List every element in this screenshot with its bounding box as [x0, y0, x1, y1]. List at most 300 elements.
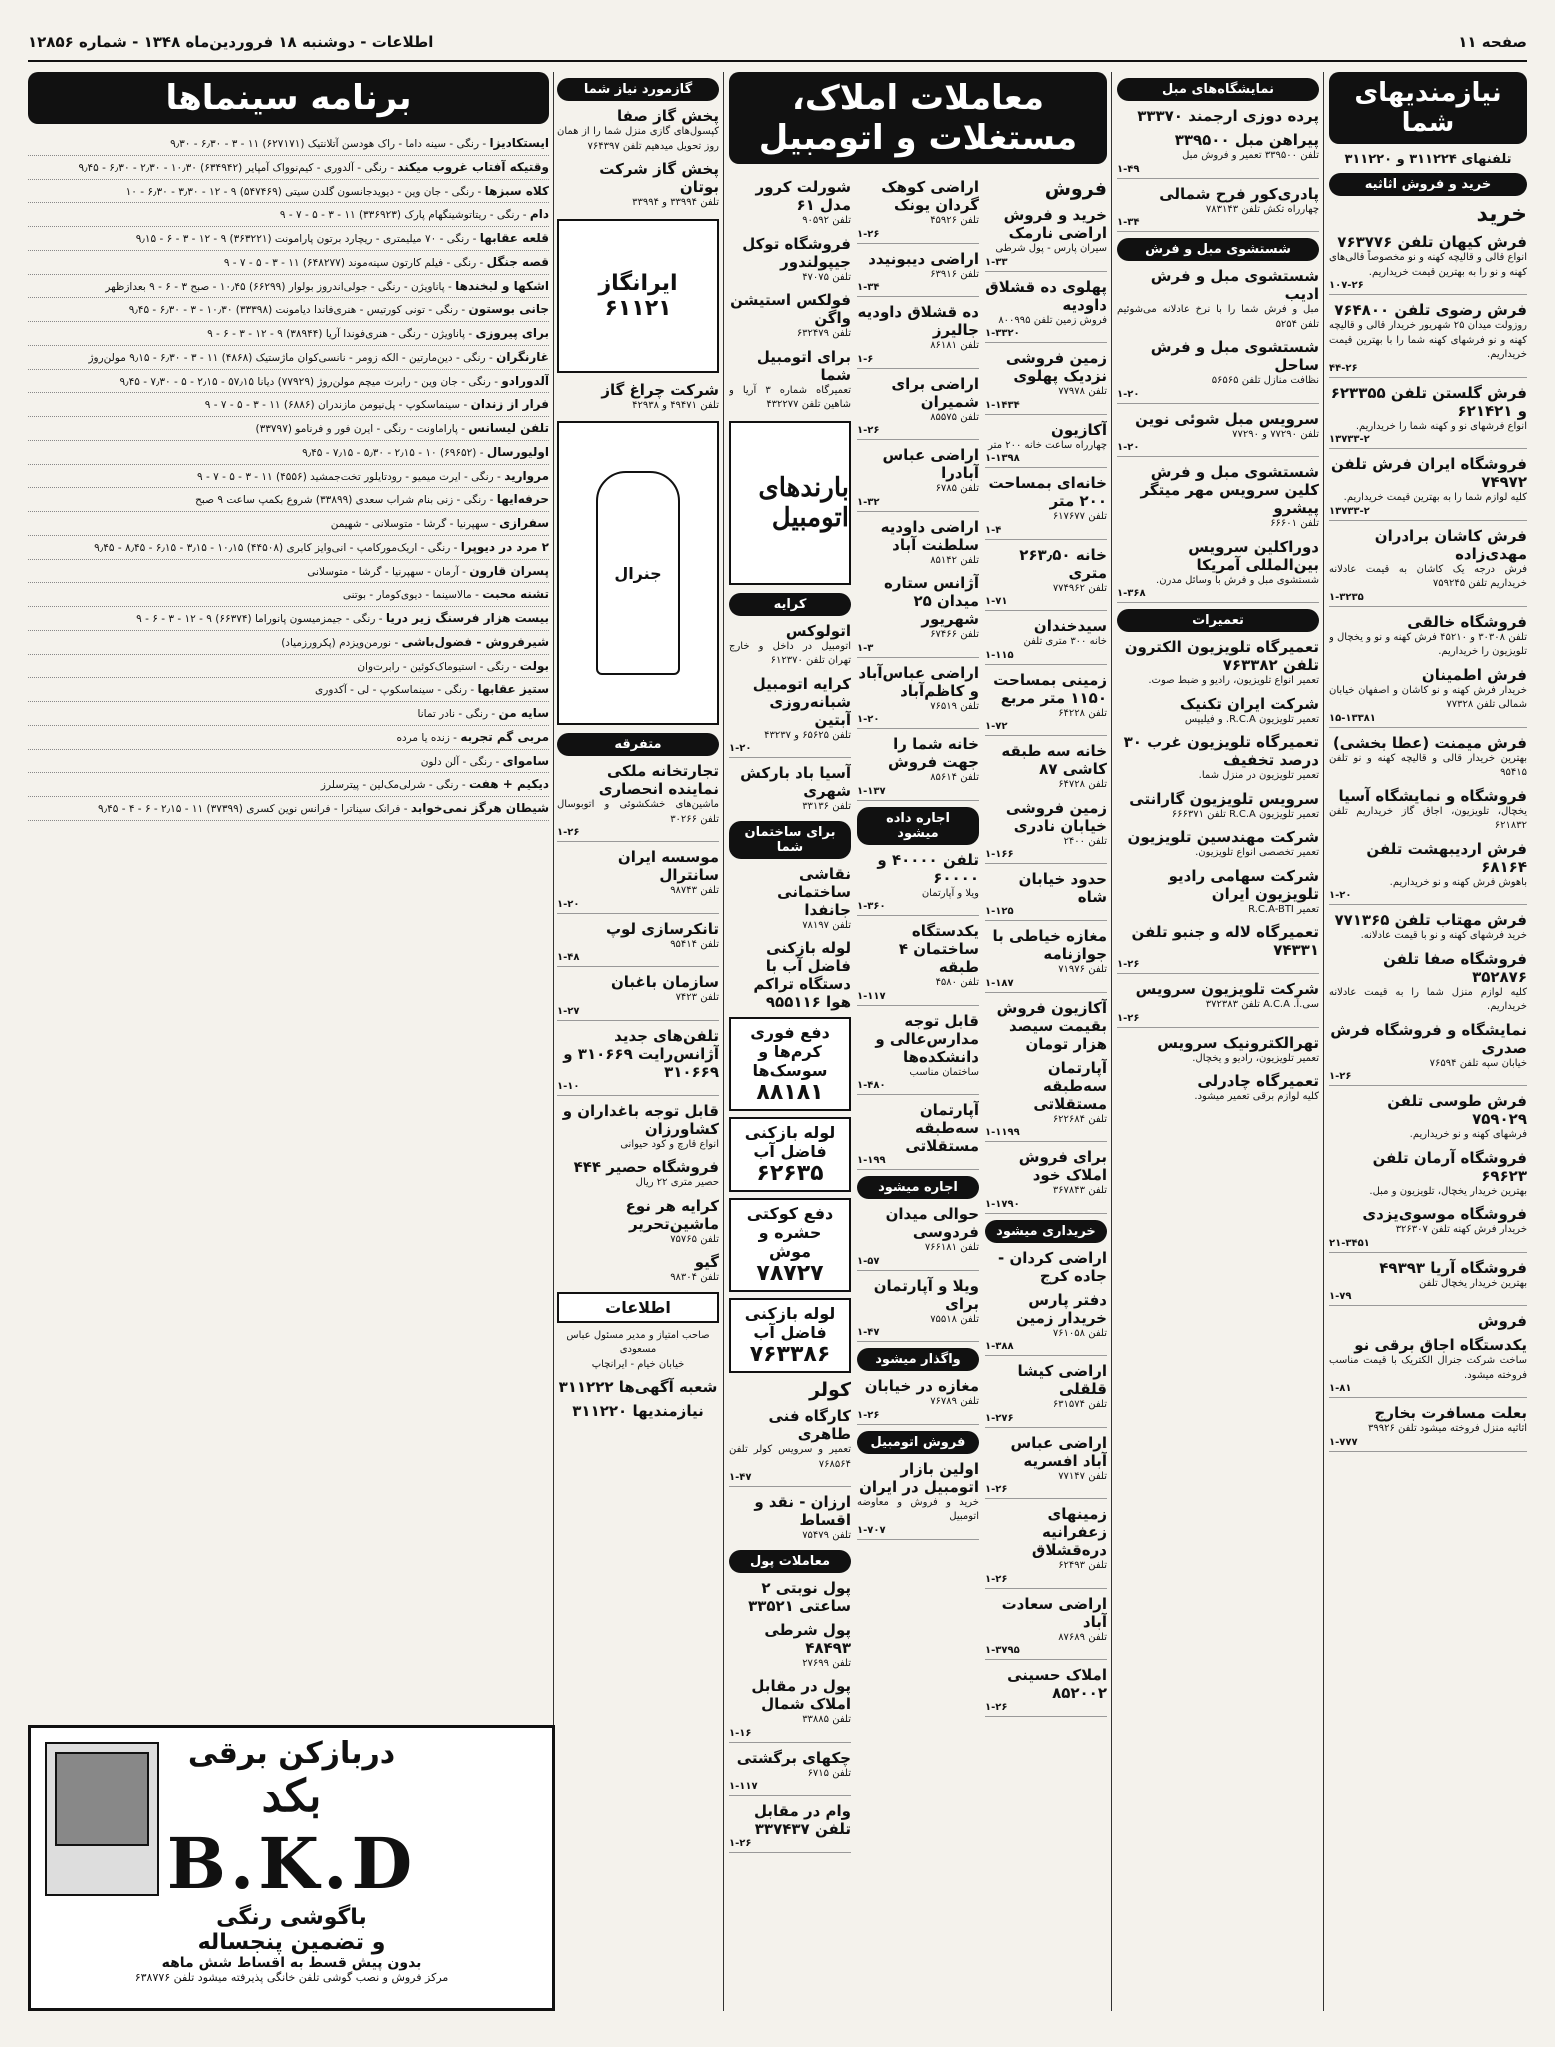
- classified-ad: [857, 250, 979, 298]
- ad-title: قابل توجه باغداران و کشاورزان: [562, 1101, 719, 1138]
- classified-ad: [1329, 613, 1527, 660]
- ad-body: تلفن ۹۸۷۴۳: [670, 885, 719, 896]
- ad-title: پرده دوزی ارجمند ۳۳۳۷۰: [1137, 107, 1319, 125]
- ad-title: زمین فروشی نزدیک پهلوی: [1005, 349, 1107, 385]
- cinema-listing: ۲ مرد در دیوپرا - رنگی - اریک‌مورکامپ - انی‌وایز کابری (۴۴۵۰۸) ۱۰٫۱۵ - ۳٫۱۵ - ۶٫۱۵ - ۸٫۴۵ - ۹٫۴۵: [28, 536, 549, 560]
- film-details: رنگی - نادر تمانا: [417, 708, 489, 720]
- ad-code: ۱-۴۹: [1117, 164, 1319, 179]
- ad-list: [729, 178, 851, 413]
- ad-title: وام در مقابل تلفن ۳۳۷۴۳۷: [754, 1802, 851, 1838]
- ad-code: ۱-۱۰: [557, 1081, 719, 1096]
- film-title: مربی گم تجربه: [460, 729, 549, 744]
- film-details: رنگی - شرلی‌مک‌لین - پیترسلرز: [320, 779, 459, 792]
- classified-ad: [557, 1027, 719, 1096]
- ad-list: [729, 1579, 851, 1854]
- ad-code: ۱-۳: [857, 643, 979, 658]
- classified-ad: [1117, 980, 1319, 1028]
- ad-body: فرشهای کهنه و نو خریداریم.: [1409, 1129, 1527, 1140]
- ad-title: فروشگاه آرمان تلفن ۶۹۶۲۳: [1372, 1148, 1527, 1185]
- classified-ad: [557, 1158, 719, 1191]
- film-details: رنگی - سینه داما - راک هودسن آتلانتیک (۶۲۷۱۷۱) ۱۱ - ۳ - ۶٫۳۰ - ۹٫۳۰: [170, 138, 480, 150]
- ad-body: ساخت شرکت جنرال الکتریک با قیمت مناسب فروخته میشود.: [1329, 1355, 1527, 1381]
- classified-ad: [1329, 527, 1527, 607]
- ad-title: مغازه در خیابان: [864, 1377, 979, 1395]
- ad-code: ۱-۲۰: [1329, 890, 1527, 905]
- ad-title: تعمیرگاه تلویزیون الکترون تلفن ۷۶۳۳۸۲: [1124, 638, 1319, 674]
- ad-body: تلفن ۷۷۹۷۸: [1058, 386, 1107, 397]
- classified-ad: [1117, 1034, 1319, 1067]
- film-title: سایه من: [498, 706, 549, 720]
- classified-ad: [985, 999, 1107, 1053]
- ad-body: تعمیر انواع تلویزیون، رادیو و ضبط صوت.: [1148, 675, 1319, 686]
- classified-ad: [1117, 185, 1319, 233]
- ad-body: انواع قالی و قالیچه کهنه و نو مخصوصاً قالی‌های کهنه و نو را به بهترین قیمت خریداریم.: [1329, 252, 1527, 278]
- ad-body: تلفن ۶۲۴۹۳: [1058, 1560, 1107, 1571]
- ad-title: پیراهن مبل ۳۳۹۵۰۰: [1174, 131, 1319, 149]
- ad-body: تلفن ۶۳۲۴۷۹: [796, 328, 851, 339]
- ad-body: تلفن ۸۶۱۸۱: [930, 340, 979, 351]
- section-title: فروش: [1044, 178, 1107, 200]
- film-details: پاراماونت - رنگی - ایرن فور و فرنامو (۳۳۷۹۷): [255, 423, 458, 435]
- ad-code: ۱-۱۸۷: [985, 978, 1107, 993]
- classified-ad: [985, 546, 1107, 612]
- classified-ad: [985, 617, 1107, 665]
- ad-body: تلفن ۶۷۱۵: [807, 1767, 851, 1779]
- classified-ad: [729, 1749, 851, 1797]
- ad-body: خرید و فروش و معاوضه اتومبیل: [857, 1496, 979, 1522]
- ad-code: ۱-۴۸: [557, 952, 719, 967]
- film-details: رنگی - ایرت میمیو - رودتایلور تخت‌جمشید (۴۵۵۶) ۱۱ - ۳ - ۵ - ۷ - ۹: [196, 470, 494, 483]
- ad-title: فروشگاه موسوی‌یزدی: [1362, 1205, 1527, 1223]
- ad-code: ۱-۳۶۰: [857, 901, 979, 916]
- page-number: صفحه ۱۱: [1458, 33, 1527, 51]
- ad-code: ۱-۲۷: [557, 1006, 719, 1021]
- ad-title: فرش کیهان تلفن ۷۶۳۷۷۶: [1337, 233, 1527, 251]
- ad-body: تلفن ۷۶۱۰۵۸: [1052, 1327, 1107, 1339]
- ad-headline: ایرانگاز: [598, 270, 678, 296]
- ad-code: ۱-۲۶: [1117, 1013, 1319, 1028]
- classified-ad: [729, 1802, 851, 1853]
- ad-title: حدود خیابان شاه: [1018, 870, 1107, 906]
- ad-feature: باگوشی رنگی: [216, 1905, 367, 1930]
- classified-ad: [985, 1362, 1107, 1428]
- ad-body: خرید فرشهای کهنه و نو با قیمت عادلانه.: [1360, 930, 1527, 941]
- ad-title: نقاشی ساختمانی جانفدا: [777, 864, 851, 919]
- classifieds-column-2: [1117, 72, 1319, 2011]
- ad-title: برای فروش املاک خود: [1018, 1148, 1107, 1184]
- ad-title: شورلت کرور مدل ۶۱: [755, 178, 851, 214]
- ad-title: فروشگاه آریا ۴۹۳۹۳: [1379, 1258, 1527, 1277]
- ad-code: ۱۰۷-۲۶: [1329, 280, 1527, 295]
- ad-code: ۱-۱۶۶: [985, 849, 1107, 864]
- ad-title: آپارتمان سه‌طبقه مستقلاتی: [905, 1101, 979, 1155]
- ad-title: موسسه ایران سانترال: [617, 848, 719, 884]
- classified-ad: [729, 1407, 851, 1487]
- ad-body: تلفن ۸۵۵۷۵: [930, 411, 979, 423]
- film-title: ۲ مرد در دیوپرا: [460, 539, 549, 554]
- ad-title: املاک حسینی ۸۵۲۰۰۲: [1007, 1666, 1107, 1702]
- section-title: خرید: [1476, 202, 1527, 227]
- ad-title: نمایشگاه و فروشگاه فرش صدری: [1330, 1020, 1527, 1057]
- ad-title: فرش گلستن تلفن ۶۲۳۳۵۵ و ۶۲۱۴۲۱: [1330, 383, 1527, 420]
- ad-body: ویلا و آپارتمان: [921, 887, 979, 899]
- ad-body: تلفن ۶۳۹۱۶: [930, 268, 979, 280]
- ad-title: پول نوبتی ۲ ساعتی ۳۳۵۲۱: [748, 1578, 851, 1615]
- ad-list: [857, 1460, 979, 1540]
- cinema-listing: آلدورادو - رنگی - جان وین - رابرت میچم مولن‌روژ (۷۷۹۲۹) دیانا ۵۷٫۱۵ - ۲٫۱۵ - ۵ - ۷٫۳۰ - ۹٫۴۵: [28, 370, 549, 394]
- ad-title: فروشگاه حصیر ۴۴۴: [573, 1158, 719, 1176]
- ad-body: تلفن ۷۶۶۱۸۱: [924, 1242, 979, 1253]
- ad-body: تلفن ۳۰۳۰۸ و ۴۵۲۱۰ فرش کهنه و نو و یخچال و تلویزیون را خریداریم.: [1329, 631, 1527, 657]
- film-title: فرار از زندان: [470, 397, 549, 412]
- ad-title: کرایه هر نوع ماشین‌تحریر: [625, 1196, 719, 1233]
- classified-ad: [557, 160, 719, 211]
- ad-title: گیو: [694, 1253, 719, 1271]
- publisher-credit: صاحب امتیاز و مدیر مسئول عباس مسعودی: [566, 1329, 710, 1355]
- classified-ad: [1117, 410, 1319, 458]
- ad-title: خرید و فروش اراضی نارمک: [1003, 206, 1107, 242]
- classified-ad: [857, 1377, 979, 1425]
- classified-ad: [1329, 455, 1527, 521]
- page-header: [28, 28, 1527, 62]
- pest-control-ad-2: [729, 1198, 851, 1292]
- ad-body: تلفن ۳۶۷۸۴۳: [1052, 1185, 1107, 1196]
- ad-code: ۱-۷۱: [985, 596, 1107, 611]
- ad-title: تلفن ۴۰۰۰۰ و ۶۰۰۰۰: [877, 850, 979, 887]
- ad-body: تلفن ۷۶۵۱۹: [930, 700, 979, 712]
- classified-ad: [729, 675, 851, 759]
- ad-code: ۱-۲۶: [857, 229, 979, 244]
- cinema-listing: اولیورسال - (۶۹۶۵۲) ۱۰ - ۲٫۱۵ - ۵٫۳۰ - ۷٫۱۵ - ۹٫۴۵: [28, 441, 549, 465]
- classified-ad: [1329, 666, 1527, 728]
- ad-body: تلفن ۶۵۶۲۵ و ۴۳۲۳۷: [764, 729, 851, 741]
- ad-title: یکدستگاه اجاق برقی نو: [1354, 1336, 1527, 1354]
- section-header: فروش اتومبیل: [857, 1431, 979, 1454]
- classified-ad: [857, 1277, 979, 1343]
- ad-headline: جنرال: [614, 563, 662, 583]
- classified-ad: [557, 920, 719, 968]
- cinema-listing: مربی گم تجربه - زنده یا مرده: [28, 726, 549, 750]
- classified-ad: [985, 742, 1107, 793]
- classified-ad: [985, 421, 1107, 469]
- ad-body: چهارراه ساعت خانه ۲۰۰ متر: [988, 439, 1107, 451]
- ad-code: ۱-۲۶: [729, 1838, 851, 1853]
- film-title: برای پیروزی: [475, 326, 549, 340]
- classified-ad: [985, 1666, 1107, 1717]
- ad-title: شستشوی مبل و فرش کلین سرویس مهر میتگر پیشرو: [1140, 463, 1319, 517]
- cinema-listing: قصه جنگل - رنگی - فیلم کارتون سینه‌موند (۶۴۸۲۷۷) ۱۱ - ۳ - ۵ - ۷ - ۹: [28, 251, 549, 275]
- ad-title: سازمان باغبان: [610, 973, 719, 991]
- real-estate-subcol-middle: [857, 172, 979, 2011]
- ad-body: تلفن ۹۰۵۹۲: [802, 215, 851, 226]
- classifieds-phone: نیازمندیها ۳۱۱۲۲۰: [572, 1402, 704, 1420]
- classified-ad: [985, 1148, 1107, 1214]
- cinema-listing: پسران قارون - آرمان - سهپرنیا - گرشا - متوسلانی: [28, 560, 549, 584]
- film-title: جانی بوستون: [468, 302, 549, 317]
- ad-title: تعمیرگاه لاله و جنبو تلفن ۷۴۳۳۱: [1131, 923, 1319, 959]
- ad-body: سیران پارس - پول شرطی: [995, 243, 1107, 254]
- ad-body: تلفن ۹۵۴۱۴: [670, 938, 719, 950]
- ad-body: سی.آ. A.C.A تلفن ۳۷۲۳۸۳: [1205, 999, 1319, 1010]
- classified-ad: [729, 1677, 851, 1743]
- ad-title: زمین فروشی خیابان نادری: [1005, 798, 1107, 835]
- ad-body: انواع قارچ و کود حیوانی: [620, 1138, 719, 1150]
- ad-title: تانکرسازی لوپ: [605, 919, 719, 938]
- ad-title: دوراکلین سرویس بین‌المللی آمریکا: [1188, 537, 1319, 574]
- film-title: شیرفروش - فضول‌باشی: [401, 634, 549, 649]
- ad-body: خانه ۳۰۰ متری تلفن: [1023, 636, 1107, 647]
- ad-list: [985, 1249, 1107, 1718]
- classified-ad: [557, 1102, 719, 1153]
- ad-title: تهرالکترونیک سرویس: [1157, 1033, 1319, 1052]
- ad-title: خانه سه طبقه کاشی ۸۷: [1001, 742, 1107, 778]
- ad-code: ۱۳۷۳۳-۲: [1329, 434, 1527, 449]
- ad-body: فرش درجه یک کاشان به قیمت عادلانه خریداریم تلفن ۷۵۹۲۴۵: [1329, 563, 1527, 589]
- ad-headline: لوله بازکنی فاضل آب: [744, 1123, 836, 1161]
- ad-body: تعمیر تلویزیون R.C.A تلفن ۶۶۶۳۷۱: [1171, 808, 1319, 820]
- ad-body: تلفن ۷۶۷۸۹: [930, 1396, 979, 1407]
- ad-code: ۱-۲۶: [985, 1702, 1107, 1717]
- ad-title: فروشگاه ایران فرش تلفن ۷۴۹۷۲: [1330, 455, 1527, 491]
- ad-body: باهوش فرش کهنه و نو خریداریم.: [1389, 876, 1527, 888]
- ad-body: اثاثیه منزل فروخته میشود تلفن ۳۹۹۲۶: [1367, 1423, 1527, 1434]
- cinema-listing: برای پیروزی - پاناویژن - رنگی - هنری‌فوندا آریا (۳۸۹۴۴) ۹ - ۱۲ - ۳ - ۶ - ۹: [28, 322, 549, 346]
- classified-ad: [1329, 1259, 1527, 1307]
- ad-code: ۱-۱۳۹۸: [985, 453, 1107, 468]
- ad-body: تلفن ۳۳۹۹۴ و ۳۳۹۹۴: [632, 197, 719, 208]
- film-title: تلفن لیسانس: [468, 421, 549, 435]
- classified-ad: [1329, 1312, 1527, 1330]
- ad-title: لوله بازکنی فاضل آب با دستگاه تراکم هوا ۹۵۵۱۱۶: [753, 939, 851, 1011]
- film-details: رنگی - استیوماک‌کوئین - رابرت‌وان: [357, 660, 510, 673]
- ad-warranty: و تضمین پنجساله: [197, 1930, 386, 1955]
- ad-body: ساختمان مناسب: [909, 1066, 979, 1078]
- classified-ad: [1329, 233, 1527, 295]
- ad-title: پادری‌کور فرح شمالی: [1159, 184, 1319, 203]
- classifieds-column-1: [1329, 72, 1527, 2011]
- gas-can-icon: [596, 471, 680, 675]
- ad-body: تلفن ۹۸۳۰۴: [670, 1272, 719, 1283]
- ad-body: تلفن ۶۴۷۲۸: [1058, 779, 1107, 790]
- classified-ad: [729, 291, 851, 342]
- ad-title: شرکت ایران تکنیک: [1179, 694, 1319, 713]
- classified-ad: [557, 1197, 719, 1248]
- ad-body: تلفن ۷۱۹۷۶: [1058, 964, 1107, 975]
- section-header: تعمیرات: [1117, 609, 1319, 632]
- classified-ad: [1117, 638, 1319, 689]
- section-header: خرید و فروش اثاثیه: [1329, 173, 1527, 196]
- ad-title: فروشگاه خالقی: [1407, 612, 1527, 631]
- cinema-listing: غارنگران - رنگی - دین‌مارتین - الکه زومر - نانسی‌کوان ماژستیک (۴۸۶۸) ۱۱ - ۳ - ۶٫۳۰ - ۹٫۱۵ مولن‌روژ: [28, 346, 549, 370]
- classified-ad: [1329, 1336, 1527, 1398]
- ad-code: ۱۵-۱۳۳۸۱: [1329, 713, 1527, 728]
- classified-ad: [1117, 338, 1319, 404]
- cinema-listing: ایستکادیزا - رنگی - سینه داما - راک هودسن آتلانتیک (۶۲۷۱۷۱) ۱۱ - ۳ - ۶٫۳۰ - ۹٫۳۰: [28, 132, 549, 156]
- ad-body: نظافت منازل تلفن ۵۶۵۶۵: [1211, 375, 1319, 386]
- classified-ad: [857, 375, 979, 441]
- ad-title: حوالی میدان فردوسی: [885, 1205, 979, 1241]
- phones-line: تلفنهای ۳۱۱۲۲۴ و ۳۱۱۲۲۰: [1344, 152, 1512, 167]
- classified-ad: [857, 922, 979, 1006]
- ad-list: [729, 865, 851, 1012]
- ad-title: اولین بازار اتومبیل در ایران: [859, 1459, 979, 1496]
- ad-phone: ۸۸۱۸۱: [756, 1080, 824, 1105]
- ad-code: ۱-۳۶۸: [1117, 588, 1319, 603]
- classified-ad: [985, 206, 1107, 272]
- ad-code: ۱-۳۸۸: [985, 1341, 1107, 1356]
- ad-code: ۱-۲۰: [1117, 389, 1319, 404]
- ad-code: ۱۳۷۳۳-۲: [1329, 506, 1527, 521]
- film-title: دیکیم + هفت: [468, 777, 549, 792]
- ad-code: ۱-۲۰: [1117, 442, 1319, 457]
- ad-title: قابل توجه مدارس‌عالی و دانشکده‌ها: [875, 1011, 979, 1066]
- classified-ad: [729, 622, 851, 669]
- classified-ad: [729, 865, 851, 934]
- ad-headline: دفع فوری کرم‌ها و سوسک‌ها: [750, 1023, 830, 1080]
- film-title: پسران قارون: [469, 563, 549, 578]
- ad-code: ۱-۱۷۹۰: [985, 1199, 1107, 1214]
- barandaz-auto-ad: [729, 421, 851, 585]
- section-header: اجاره میشود: [857, 1176, 979, 1199]
- ad-title: اراضی کوهک گردان یونک: [881, 178, 979, 214]
- bkd-doorbell-ad: [28, 1725, 555, 2011]
- pipe-cleaning-ad: [729, 1117, 851, 1192]
- film-details: آرمان - سهپرنیا - گرشا - متوسلانی: [307, 565, 459, 578]
- ad-list: [985, 206, 1107, 1214]
- ad-title: فرش مهتاب تلفن ۷۷۱۳۶۵: [1334, 911, 1527, 929]
- section-header: شستشوی مبل و فرش: [1117, 238, 1319, 261]
- ad-code: ۱-۱۹۹: [857, 1155, 979, 1170]
- ad-body: تلفن ۳۳۱۳۶: [802, 801, 851, 812]
- ad-code: ۱-۲۷۶: [985, 1413, 1107, 1428]
- film-title: دام: [529, 207, 549, 222]
- cinema-listing: شیطان هرگز نمی‌خوابد - فرانک سیناترا - فرانس نوین کسری (۳۷۳۹۹) ۱۱ - ۲٫۱۵ - ۶ - ۴ - ۹٫۴۵: [28, 797, 549, 821]
- classified-ad: [1329, 1404, 1527, 1452]
- film-details: پاناویژن - رنگی - هنری‌فوندا آریا (۳۸۹۴۴) ۹ - ۱۲ - ۳ - ۶ - ۹: [207, 328, 466, 340]
- ad-body: تلفن ۶۷۸۵: [935, 483, 979, 494]
- classified-ad: [857, 446, 979, 512]
- cinema-listing: دام - رنگی - ریتاتوشینگهام پارک (۳۳۶۹۲۳) ۱۱ - ۳ - ۵ - ۷ - ۹: [28, 203, 549, 227]
- classified-ad: [729, 178, 851, 229]
- ad-title: اتولوکس: [785, 621, 851, 640]
- ad-code: ۱-۳۲۳۵: [1329, 592, 1527, 607]
- ad-title: پهلوی ده قشلاق داودیه: [985, 277, 1107, 314]
- cinema-listing: بولت - رنگی - استیوماک‌کوئین - رابرت‌وان: [28, 655, 549, 679]
- ad-title: زمینی بمساحت ۱۱۵۰ متر مربع: [993, 670, 1107, 707]
- classified-ad: [857, 1101, 979, 1170]
- classified-ad: [729, 348, 851, 413]
- classified-ad: [729, 235, 851, 286]
- classified-ad: [985, 927, 1107, 993]
- cinema-listing: فرار از زندان - سینماسکوپ - پل‌نیومن مازندران (۶۸۸۶) ۱۱ - ۳ - ۵ - ۷ - ۹: [28, 393, 549, 417]
- film-title: ایستکادیزا: [489, 136, 549, 150]
- ad-code: ۴۴-۲۶: [1329, 363, 1527, 378]
- ad-code: ۱-۴۷: [857, 1327, 979, 1342]
- ad-body: تعمیر و سرویس کولر تلفن ۷۶۸۵۶۴: [729, 1444, 851, 1470]
- jeneral-gas-ad: [557, 421, 719, 725]
- ad-code: ۱-۲۶: [557, 827, 719, 842]
- ad-phone: ۶۱۱۲۱: [604, 295, 672, 321]
- film-title: آلدورادو: [501, 373, 549, 388]
- film-details: رنگی - اریک‌مورکامپ - انی‌وایز کابری (۴۴۵۰۸) ۱۰٫۱۵ - ۳٫۱۵ - ۶٫۱۵ - ۸٫۴۵ - ۹٫۴۵: [94, 541, 451, 554]
- classified-ad: [1329, 840, 1527, 906]
- classified-ad: [1329, 950, 1527, 1015]
- cinema-listing: وقتیکه آفتاب غروب میکند - رنگی - آلدوری - کیم‌نوواک آمپایر (۶۳۴۹۴۲) ۱۰٫۳۰ - ۲٫۳۰ - ۶٫۳۰ - ۹٫۴۵: [28, 156, 549, 180]
- ad-body: تلفن ۳۳۸۸۵: [802, 1714, 851, 1725]
- film-title: اولیورسال: [486, 444, 549, 459]
- ad-phone: ۷۶۳۳۸۶: [749, 1342, 831, 1367]
- cinema-list: [28, 132, 549, 821]
- ad-title: سرویس تلویزیون گارانتی: [1129, 789, 1319, 808]
- cinema-listing: مروارید - رنگی - ایرت میمیو - رودتایلور تخت‌جمشید (۴۵۵۶) ۱۱ - ۳ - ۵ - ۷ - ۹: [28, 465, 549, 489]
- ad-body: تلفن ۶۳۱۵۷۴: [1052, 1399, 1107, 1410]
- film-details: پاناویژن - رنگی - جولی‌اندروز بولوار (۶۶۲۹۹) ۱۰٫۴۵ - صبح ۳ - ۶ - ۹ بعدازظهر: [105, 280, 445, 293]
- classified-ad: [985, 1291, 1107, 1357]
- classified-ad: [1329, 734, 1527, 781]
- ad-body: بهترین خریدار یخچال، تلویزیون و مبل.: [1369, 1185, 1527, 1197]
- ad-code: ۱-۳۴: [1117, 217, 1319, 232]
- classified-ad: [857, 518, 979, 569]
- cinema-listing: بیست هزار فرسنگ زیر دریا - رنگی - جیمزمیسون پانوراما (۶۶۳۷۴) ۹ - ۱۲ - ۳ - ۶ - ۹: [28, 607, 549, 631]
- issue-info: اطلاعات - دوشنبه ۱۸ فروردین‌ماه ۱۳۴۸ - شماره ۱۲۸۵۶: [28, 33, 434, 51]
- ad-body: کلیه لوازم شما را به بهترین قیمت خریداریم.: [1343, 492, 1527, 503]
- cinema-listing: ستیز عقابها - رنگی - سینماسکوپ - لی - آکدوری: [28, 678, 549, 702]
- ad-code: ۱-۱۲۵: [985, 906, 1107, 921]
- ad-body: تلفن ۴۵۸۰: [935, 977, 979, 988]
- film-details: مالاسینما - دیوی‌کومار - بوتنی: [342, 589, 472, 602]
- film-details: رنگی - ۷۰ میلیمتری - ریچارد برتون پارامونت (۳۶۳۲۲۱) ۹ - ۱۲ - ۳ - ۶ - ۹٫۱۵: [135, 233, 470, 245]
- ad-title: پول شرطی ۴۸۴۹۳: [764, 1620, 851, 1657]
- section-header: برای ساختمان شما: [729, 821, 851, 859]
- ad-body: تلفن ۶۶۶۰۱: [1270, 518, 1319, 529]
- ad-title: آسیا باد بارکش شهری: [740, 764, 851, 800]
- ad-body: بهترین خریدار یخچال تلفن: [1419, 1277, 1527, 1289]
- ad-title: تعمیرگاه چادرلی: [1197, 1072, 1319, 1090]
- ad-body: ماشین‌های خشکشوئی و اتوبوسال تلفن ۳۰۲۶۶: [557, 799, 719, 825]
- film-details: رنگی - ریتاتوشینگهام پارک (۳۳۶۹۲۳) ۱۱ - ۳ - ۵ - ۷ - ۹: [279, 209, 520, 222]
- brand-fa: بکد: [261, 1771, 322, 1822]
- ad-body: تلفن ۲۷۶۹۹: [802, 1657, 851, 1669]
- ad-title: اراضی برای شمیران: [891, 374, 979, 411]
- film-details: رنگی - آلن دلون: [420, 755, 493, 768]
- ad-body: کپسول‌های گازی منزل شما را از همان روز تحویل میدهیم تلفن ۷۶۴۳۹۷: [557, 126, 719, 152]
- film-details: رنگی - جان وین - دیویدجانسون گلدن سیتی (۵۴۷۴۶۹) ۹ - ۱۲ - ۳٫۳۰ - ۶٫۳۰ - ۱۰: [125, 185, 475, 198]
- cinema-listing: سایه من - رنگی - نادر تمانا: [28, 702, 549, 726]
- ad-list: [729, 1407, 851, 1544]
- ad-list: [557, 762, 719, 1286]
- ad-code: ۱-۸۱: [1329, 1383, 1527, 1398]
- film-title: شیطان هرگز نمی‌خوابد: [410, 801, 549, 815]
- ad-title: اراضی کیشا قلقلی: [1017, 1362, 1107, 1398]
- ad-body: روزولت میدان ۲۵ شهریور خریدار قالی و قالیچه کهنه و نو فرشهای کهنه شما را با بهترین قیمت خریداریم.: [1329, 320, 1527, 360]
- ad-code: ۱-۴۷: [729, 1472, 851, 1487]
- ad-contact: مرکز فروش و نصب گوشی تلفن خانگی پذیرفته میشود تلفن ۶۳۸۷۷۶: [134, 1971, 449, 1984]
- ad-list: [557, 107, 719, 211]
- ad-title: اراضی داودیه سلطنت آباد: [880, 517, 979, 554]
- ad-phone: ۶۲۶۳۵: [756, 1161, 824, 1186]
- ad-body: تعمیر تخصصی انواع تلویزیون.: [1195, 847, 1319, 858]
- ad-list: [1329, 233, 1527, 1452]
- ad-title: فرش اردیبهشت تلفن ۶۸۱۶۴: [1366, 839, 1527, 876]
- ad-body: خریدار فرش کهنه تلفن ۳۲۶۳۰۷: [1395, 1224, 1527, 1235]
- film-details: رنگی - زنی بنام شراب سعدی (۳۳۸۹۹) شروع بکمپ ساعت ۹ صبح: [195, 494, 487, 507]
- cinema-listing: جانی بوستون - رنگی - تونی کورتیس - هنری‌فاندا دیامونت (۳۳۳۹۸) ۱۰٫۳۰ - ۳ - ۶٫۳۰ - ۹٫۴۵: [28, 298, 549, 322]
- cinema-listing: سفرازی - سهپرنیا - گرشا - متوسلانی - شهیمن: [28, 512, 549, 536]
- classified-ad: [557, 762, 719, 842]
- ad-title: فولکس استیشن واگن: [730, 291, 851, 327]
- ad-title: یکدستگاه ساختمان ۴ طبقه: [898, 922, 979, 976]
- section-header: گازمورد نیاز شما: [557, 78, 719, 101]
